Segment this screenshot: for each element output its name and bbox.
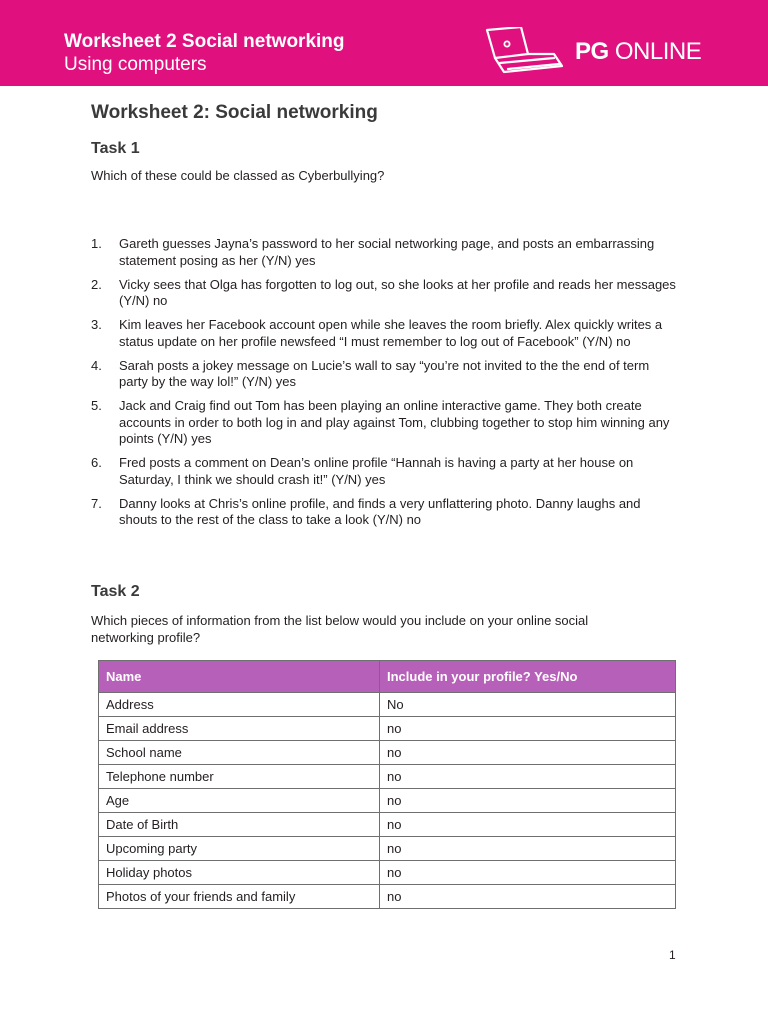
question-text: Vicky sees that Olga has forgotten to log out, so she looks at her profile and reads her messages (Y/N) no — [119, 276, 676, 308]
table-cell-name: Address — [99, 693, 380, 717]
task1-heading: Task 1 — [91, 140, 140, 157]
list-item — [91, 398, 681, 448]
table-cell-name: Upcoming party — [99, 837, 380, 861]
task1-question-list — [91, 236, 681, 536]
table-row — [99, 861, 676, 885]
header-title: Worksheet 2 Social networking — [64, 31, 345, 52]
column-header-name: Name — [99, 661, 380, 693]
list-item — [91, 455, 681, 488]
table-cell-answer: no — [380, 837, 676, 861]
document-title: Worksheet 2: Social networking — [91, 102, 378, 123]
logo-text-rest: ONLINE — [614, 38, 702, 65]
table-cell-name: School name — [99, 741, 380, 765]
column-header-include: Include in your profile? Yes/No — [380, 661, 676, 693]
table-row — [99, 885, 676, 909]
table-cell-answer: No — [380, 693, 676, 717]
table-row — [99, 837, 676, 861]
question-number: 5. — [91, 398, 102, 413]
question-number: 6. — [91, 455, 102, 470]
table-cell-answer: no — [380, 741, 676, 765]
table-cell-answer: no — [380, 765, 676, 789]
table-row — [99, 813, 676, 837]
question-text: Fred posts a comment on Dean’s online profile “Hannah is having a party at her house on Saturday, I think we should crash it!” (Y/N) yes — [119, 455, 634, 487]
logo-text-bold: PG — [575, 38, 609, 65]
table-cell-answer: no — [380, 717, 676, 741]
logo-wordmark — [575, 38, 701, 66]
table-row — [99, 693, 676, 717]
table-cell-name: Age — [99, 789, 380, 813]
table-cell-answer: no — [380, 789, 676, 813]
question-number: 1. — [91, 236, 102, 251]
list-item — [91, 496, 681, 529]
table-row — [99, 717, 676, 741]
question-number: 2. — [91, 276, 102, 292]
table-cell-name: Photos of your friends and family — [99, 885, 380, 909]
header-banner — [0, 0, 768, 86]
table-row — [99, 741, 676, 765]
table-cell-name: Email address — [99, 717, 380, 741]
task1-prompt: Which of these could be classed as Cyberbullying? — [91, 168, 385, 183]
table-cell-name: Holiday photos — [99, 861, 380, 885]
question-number: 4. — [91, 357, 102, 373]
task2-heading: Task 2 — [91, 583, 140, 600]
laptop-icon — [484, 27, 568, 77]
list-item — [91, 317, 681, 350]
header-subtitle: Using computers — [64, 54, 207, 75]
profile-info-table — [98, 660, 676, 909]
question-text: Gareth guesses Jayna’s password to her social networking page, and posts an embarrassing statement posing as her (Y/N) yes — [119, 236, 655, 268]
table-cell-answer: no — [380, 813, 676, 837]
page-number: 1 — [669, 948, 676, 962]
question-text: Sarah posts a jokey message on Lucie’s wall to say “you’re not invited to the the end of term party by the way lol!” (Y/N) yes — [119, 357, 650, 389]
task2-prompt: Which pieces of information from the list below would you include on your online social networking profile? — [91, 613, 589, 645]
list-item — [91, 277, 681, 310]
question-number: 7. — [91, 495, 102, 511]
table-cell-name: Telephone number — [99, 765, 380, 789]
list-item — [91, 236, 681, 269]
question-text: Kim leaves her Facebook account open while she leaves the room briefly. Alex quickly writes a status update on her profile newsfeed “I must remember to log out of Facebook” (Y/N) no — [119, 317, 663, 349]
table-cell-name: Date of Birth — [99, 813, 380, 837]
table-row — [99, 789, 676, 813]
question-number: 3. — [91, 317, 102, 332]
list-item — [91, 358, 681, 391]
pg-online-logo — [484, 27, 704, 77]
table-cell-answer: no — [380, 885, 676, 909]
table-cell-answer: no — [380, 861, 676, 885]
table-row — [99, 765, 676, 789]
question-text: Danny looks at Chris’s online profile, and finds a very unflattering photo. Danny laughs and shouts to the rest of the class to take a look (Y/N) no — [119, 495, 641, 527]
question-text: Jack and Craig find out Tom has been playing an online interactive game. They both create accounts in order to both log in and play against Tom, clubbing together to stop him winning any points (Y/N) yes — [119, 398, 670, 446]
table-header-row — [99, 661, 676, 693]
